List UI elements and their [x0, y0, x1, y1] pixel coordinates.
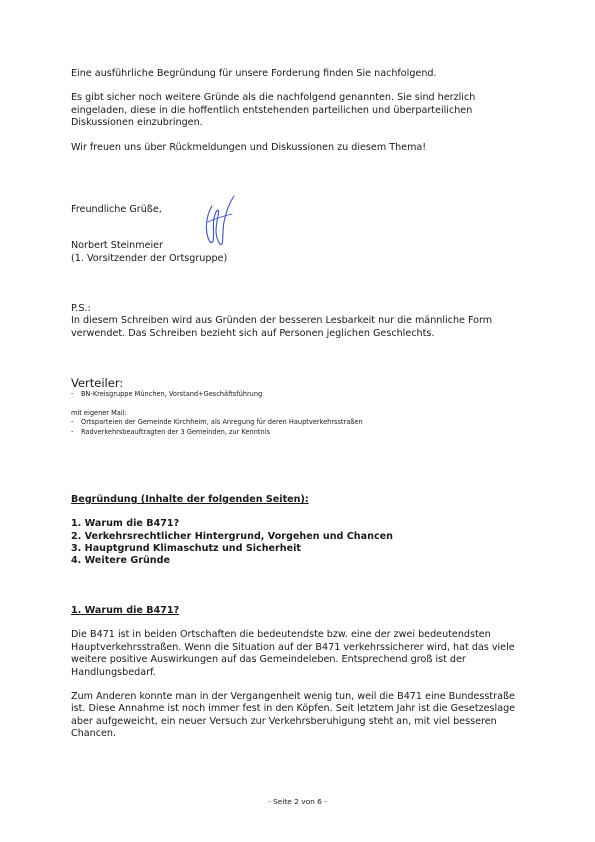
ps-label: P.S.: — [71, 303, 91, 314]
mail-item: - Radverkehrsbeauftragten der 3 Gemeinden, zur Kenntnis — [71, 427, 270, 436]
intro-section — [71, 68, 531, 154]
intro-line-2: Es gibt sicher noch weitere Gründe als die nachfolgend genannten. Sie sind herzlich eingeladen, diese in die hoffentlich entstehenden parteilichen und überparteilichen Diskussionen einzubringen. — [71, 92, 476, 129]
reason-item: 1. Warum die B471? — [71, 518, 180, 530]
reasons-section — [71, 494, 531, 567]
reasons-heading: Begründung (Inhalte der folgenden Seiten): — [71, 494, 309, 505]
section-1-paragraph-2: Zum Anderen konnte man in der Vergangenheit wenig tun, weil die B471 eine Bundesstraße ist. Diese Annahme ist noch immer fest in den Köpfen. Seit letztem Jahr ist die Gesetzeslage aber aufgeweicht, ein neuer Versuch zur Verkehrsberuhigung steht an, mit viel besseren Chancen. — [71, 691, 516, 740]
greeting: Freundliche Grüße, — [71, 204, 162, 215]
signature-image — [198, 192, 238, 250]
distribution-item: - BN-Kreisgruppe München, Vorstand+Geschäftsführung — [71, 390, 263, 398]
page-footer: - Seite 2 von 6 - — [268, 797, 327, 806]
reason-item: 4. Weitere Gründe — [71, 555, 171, 567]
distribution-title: Verteiler: — [71, 376, 124, 390]
ps-section — [71, 303, 531, 340]
mail-item: - Ortsparteien der Gemeinde Kirchheim, als Anregung für deren Hauptverkehrsstraßen — [71, 418, 363, 427]
ps-text: In diesem Schreiben wird aus Gründen der besseren Lesbarkeit nur die männliche Form verwendet. Das Schreiben bezieht sich auf Personen jeglichen Geschlechts. — [71, 315, 493, 339]
reason-item: 3. Hauptgrund Klimaschutz und Sicherheit — [71, 542, 301, 554]
section-1 — [71, 605, 531, 741]
closing-section — [71, 204, 531, 265]
distribution-section — [71, 377, 531, 437]
section-1-heading: 1. Warum die B471? — [71, 605, 180, 616]
intro-line-3: Wir freuen uns über Rückmeldungen und Diskussionen zu diesem Thema! — [71, 141, 427, 153]
mail-label: mit eigener Mail: — [71, 408, 127, 417]
reason-item: 2. Verkehrsrechtlicher Hintergrund, Vorgehen und Chancen — [71, 530, 393, 542]
signer-role: (1. Vorsitzender der Ortsgruppe) — [71, 252, 228, 264]
intro-line-1: Eine ausführliche Begründung für unsere Forderung finden Sie nachfolgend. — [71, 68, 437, 79]
section-1-paragraph-1: Die B471 ist in beiden Ortschaften die bedeutendste bzw. eine der zwei bedeutendsten Hauptverkehrsstraßen. Wenn die Situation auf der B471 verkehrssicherer wird, hat das viele weitere positive Auswirkungen auf das Gemeindeleben. Entsprechend groß ist der Handlungsbedarf. — [71, 629, 515, 678]
signer-name: Norbert Steinmeier — [71, 240, 163, 252]
